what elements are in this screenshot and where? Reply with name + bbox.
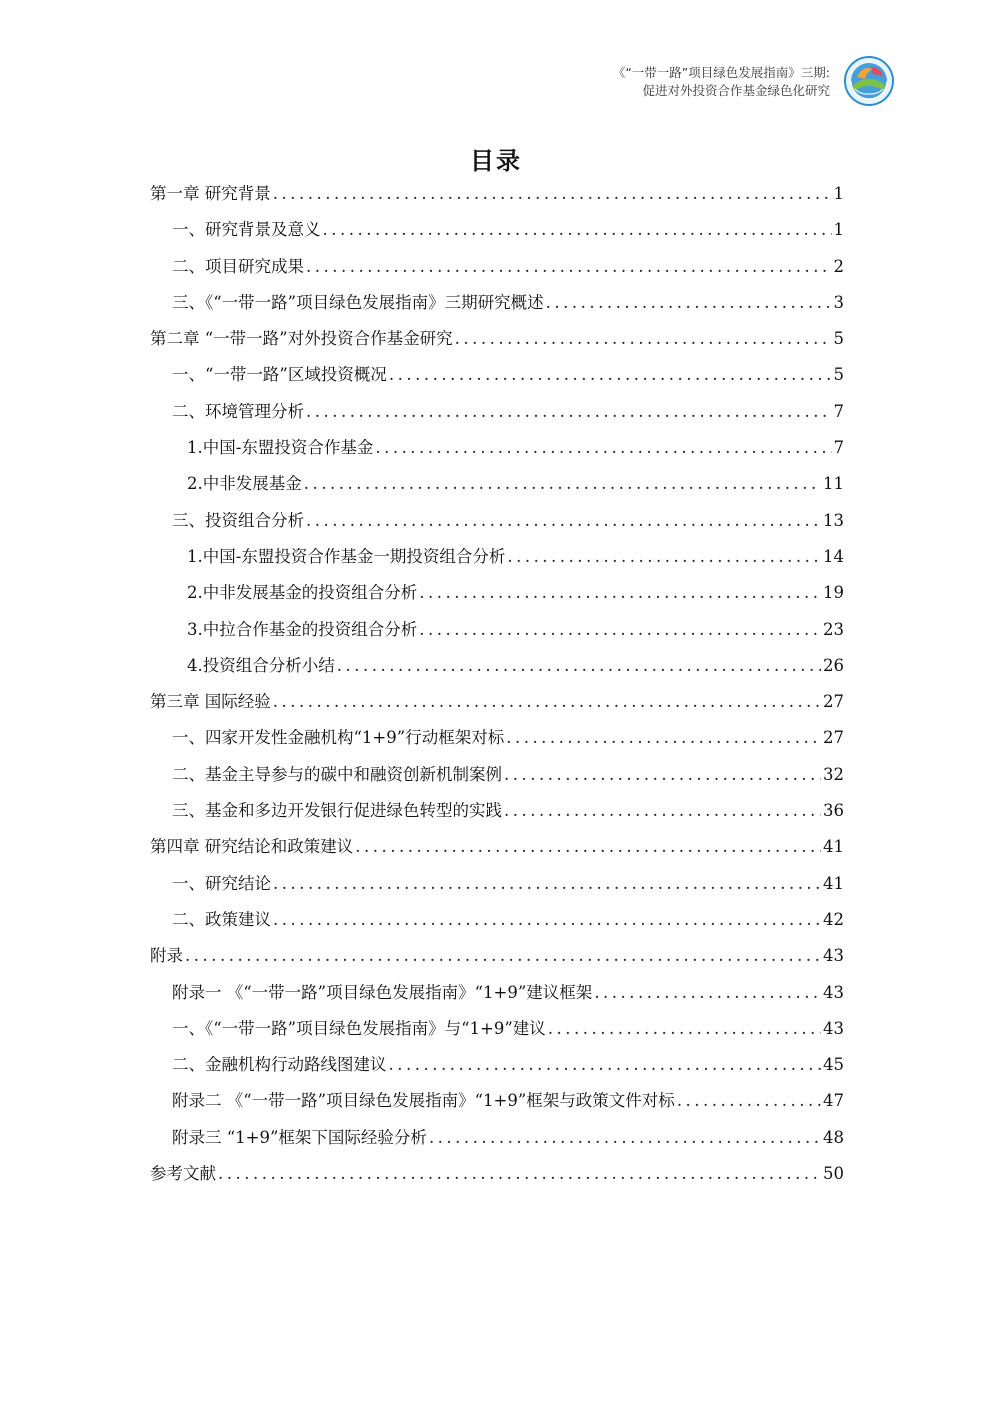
toc-entry-page: 13 [823,510,844,530]
toc-leader-dots [375,438,831,457]
toc-entry-label: 参考文献 [150,1164,216,1184]
toc-leader-dots [273,184,832,203]
toc-entry-label: 附录 [150,946,183,966]
toc-entry[interactable] [150,507,844,543]
toc-entry-label: 三、基金和多边开发银行促进绿色转型的实践 [172,801,502,821]
toc-title: 目录 [470,147,522,175]
toc-entry[interactable] [150,398,844,434]
toc-entry-page: 7 [833,401,844,421]
table-of-contents [150,180,844,1196]
toc-entry[interactable] [150,1124,844,1160]
toc-entry-page: 3 [833,292,844,312]
toc-leader-dots [507,547,821,566]
toc-leader-dots [504,765,821,784]
toc-entry[interactable] [150,906,844,942]
toc-leader-dots [273,692,821,711]
toc-entry-page: 41 [823,873,844,893]
toc-entry-label: 三、《“一带一路”项目绿色发展指南》三期研究概述 [172,292,544,312]
toc-entry[interactable] [150,1051,844,1087]
toc-entry[interactable] [150,1160,844,1196]
toc-leader-dots [304,474,821,493]
toc-entry-label: 一、四家开发性金融机构“1+9”行动框架对标 [172,728,505,748]
toc-entry[interactable] [150,579,844,615]
toc-entry-page: 11 [823,474,844,494]
toc-leader-dots [273,910,821,929]
toc-entry-page: 5 [833,365,844,385]
toc-entry-page: 23 [823,619,844,639]
header-line-1: 《“一带一路”项目绿色发展指南》三期: [612,65,830,80]
toc-entry[interactable] [150,652,844,688]
toc-leader-dots [429,1128,821,1147]
toc-entry-label: 一、“一带一路”区域投资概况 [172,365,387,385]
toc-leader-dots [455,329,832,348]
toc-entry-label: 1.中国-东盟投资合作基金 [187,438,374,458]
toc-entry-page: 27 [823,728,844,748]
toc-entry[interactable] [150,434,844,470]
toc-entry-page: 1 [833,220,844,240]
toc-entry-page: 43 [823,1018,844,1038]
toc-entry-label: 第二章 “一带一路”对外投资合作基金研究 [150,329,453,349]
toc-entry-page: 47 [823,1091,844,1111]
toc-entry[interactable] [150,797,844,833]
toc-entry-label: 1.中国-东盟投资合作基金一期投资组合分析 [187,546,506,566]
toc-entry-page: 43 [823,982,844,1002]
toc-entry[interactable] [150,543,844,579]
toc-entry-label: 2.中非发展基金 [187,474,302,494]
toc-entry[interactable] [150,979,844,1015]
toc-entry[interactable] [150,761,844,797]
toc-leader-dots [546,293,832,312]
toc-entry-label: 第一章 研究背景 [150,184,271,203]
globe-logo-icon [843,55,895,107]
toc-entry[interactable] [150,253,844,289]
toc-entry-page: 42 [823,909,844,929]
toc-leader-dots [306,402,832,421]
toc-entry[interactable] [150,361,844,397]
toc-entry-page: 45 [823,1055,844,1075]
toc-entry[interactable] [150,180,844,216]
toc-entry[interactable] [150,289,844,325]
toc-entry-label: 第三章 国际经验 [150,692,271,712]
toc-entry-label: 三、投资组合分析 [172,510,304,530]
toc-leader-dots [218,1164,821,1183]
toc-leader-dots [355,837,821,856]
toc-entry-label: 3.中拉合作基金的投资组合分析 [187,619,418,639]
toc-leader-dots [306,511,821,530]
toc-entry-page: 48 [823,1127,844,1147]
toc-entry[interactable] [150,724,844,760]
toc-entry-page: 50 [823,1164,844,1184]
toc-entry-page: 36 [823,801,844,821]
toc-entry-page: 14 [823,546,844,566]
toc-entry-label: 二、金融机构行动路线图建议 [172,1055,387,1075]
toc-entry[interactable] [150,470,844,506]
toc-leader-dots [337,656,821,675]
toc-entry-label: 二、环境管理分析 [172,401,304,421]
toc-entry-label: 一、研究结论 [172,873,271,893]
toc-entry-label: 二、项目研究成果 [172,256,304,276]
toc-entry-page: 2 [833,256,844,276]
toc-leader-dots [548,1019,821,1038]
toc-leader-dots [594,983,821,1002]
toc-entry-label: 附录三 “1+9”框架下国际经验分析 [172,1127,427,1147]
toc-leader-dots [389,1055,822,1074]
toc-entry-page: 7 [833,438,844,458]
toc-entry-page: 26 [823,655,844,675]
toc-leader-dots [323,220,832,239]
toc-entry[interactable] [150,942,844,978]
toc-leader-dots [506,728,821,747]
toc-leader-dots [419,620,821,639]
toc-entry[interactable] [150,1015,844,1051]
toc-entry-label: 2.中非发展基金的投资组合分析 [187,583,418,603]
toc-leader-dots [677,1091,821,1110]
toc-entry-page: 5 [833,329,844,349]
toc-leader-dots [389,365,832,384]
toc-entry[interactable] [150,216,844,252]
toc-entry-label: 附录一 《“一带一路”项目绿色发展指南》“1+9”建议框架 [172,982,593,1002]
toc-entry-label: 一、研究背景及意义 [172,220,321,240]
toc-entry-page: 19 [823,583,844,603]
toc-entry-page: 27 [823,692,844,712]
toc-entry-label: 第四章 研究结论和政策建议 [150,837,354,857]
toc-leader-dots [185,946,821,965]
toc-entry-label: 附录二 《“一带一路”项目绿色发展指南》“1+9”框架与政策文件对标 [172,1091,675,1111]
toc-entry-label: 二、基金主导参与的碳中和融资创新机制案例 [172,764,502,784]
toc-entry-label: 二、政策建议 [172,909,271,929]
toc-entry-page: 43 [823,946,844,966]
toc-entry[interactable] [150,616,844,652]
toc-entry[interactable] [150,1087,844,1123]
toc-entry[interactable] [150,325,844,361]
toc-entry[interactable] [150,870,844,906]
toc-entry-page: 41 [823,837,844,857]
toc-leader-dots [419,583,821,602]
toc-entry-label: 4.投资组合分析小结 [187,655,335,675]
toc-entry-page: 32 [823,764,844,784]
running-header [613,64,830,100]
toc-leader-dots [504,801,821,820]
toc-leader-dots [306,257,832,276]
toc-entry-page: 1 [833,184,844,203]
toc-entry[interactable] [150,833,844,869]
header-line-2: 促进对外投资合作基金绿色化研究 [642,83,830,98]
toc-entry-label: 一、《“一带一路”项目绿色发展指南》与“1+9”建议 [172,1018,546,1038]
toc-entry[interactable] [150,688,844,724]
toc-leader-dots [273,874,821,893]
